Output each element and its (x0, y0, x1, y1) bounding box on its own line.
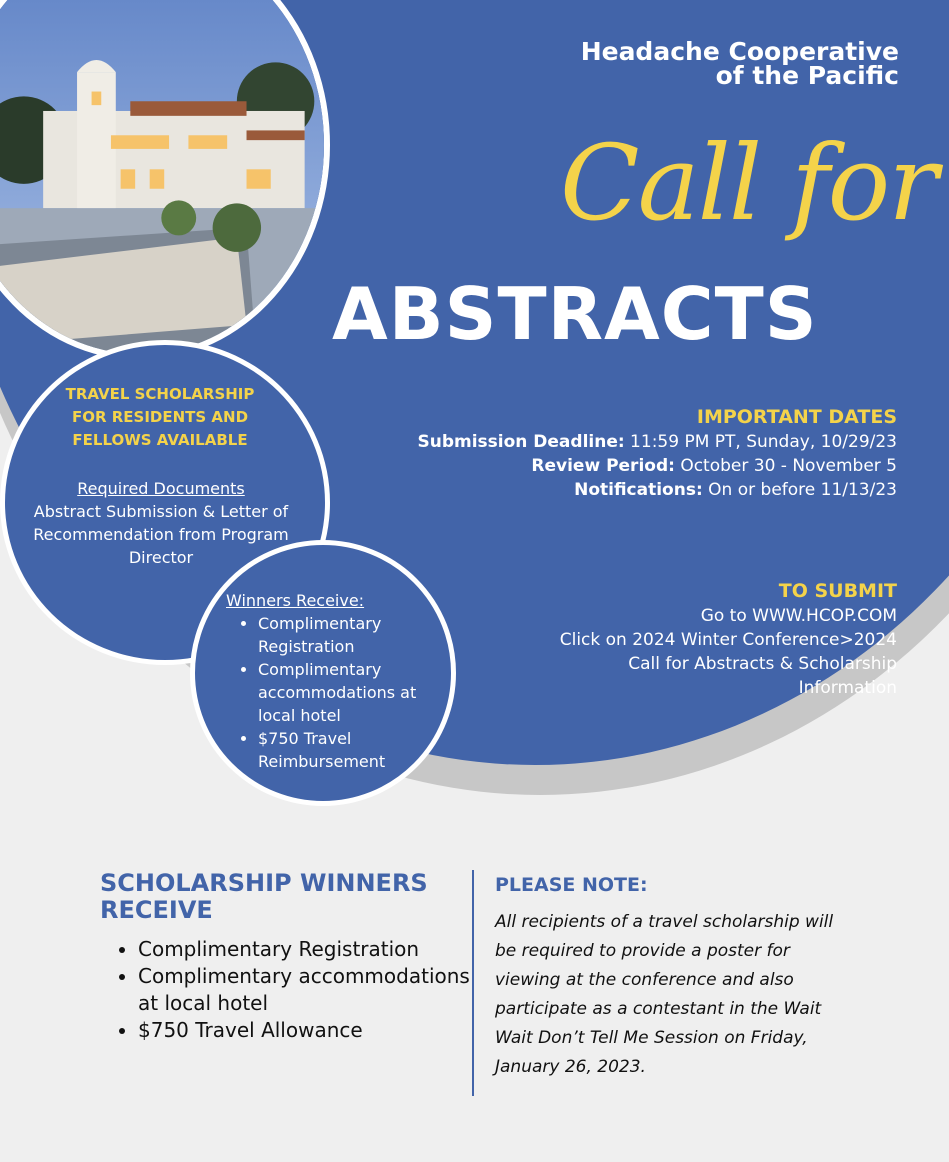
required-documents-text: Abstract Submission & Letter of Recommendation from Program Director (33, 502, 289, 567)
travel-title-line: FOR RESIDENTS AND (71, 408, 249, 426)
section-divider (472, 870, 474, 1096)
list-item: • $750 Travel Allowance (138, 1017, 470, 1044)
submit-line: Information (798, 678, 897, 698)
to-submit (457, 578, 897, 700)
date-row (337, 430, 897, 454)
submit-line: Call for Abstracts & Scholarship (628, 654, 897, 674)
list-item: • $750 Travel Reimbursement (258, 727, 446, 773)
travel-title-line: FELLOWS AVAILABLE (72, 431, 248, 449)
list-item: • Complimentary accommodations at local hotel (258, 658, 446, 727)
date-label: Submission Deadline: (417, 432, 625, 452)
important-dates (337, 404, 897, 502)
list-item: • Complimentary Registration (258, 612, 446, 658)
script-title: Call for (560, 122, 936, 244)
hotel-illustration (0, 0, 324, 354)
submit-line: Click on 2024 Winter Conference>2024 (559, 630, 897, 650)
scholarship-winners-heading: SCHOLARSHIP WINNERS RECEIVE (100, 869, 428, 924)
date-label: Review Period: (531, 456, 675, 476)
please-note-section (495, 872, 855, 1082)
required-documents-heading: Required Documents (77, 479, 245, 498)
travel-scholarship-title (40, 383, 280, 452)
date-label: Notifications: (574, 480, 703, 500)
scholarship-winners-section (100, 870, 470, 1044)
date-value: On or before 11/13/23 (702, 480, 897, 500)
required-documents (8, 477, 314, 569)
date-row (337, 478, 897, 502)
date-value: 11:59 PM PT, Sunday, 10/29/23 (624, 432, 897, 452)
date-value: October 30 - November 5 (674, 456, 897, 476)
travel-title-line: TRAVEL SCHOLARSHIP (65, 385, 255, 403)
scholarship-winners-list (100, 936, 470, 1044)
important-dates-heading: IMPORTANT DATES (696, 406, 897, 428)
hotel-photo (0, 0, 330, 360)
main-title: ABSTRACTS (332, 272, 818, 356)
please-note-heading: PLEASE NOTE: (495, 874, 648, 896)
date-row (337, 454, 897, 478)
winners-receive (226, 589, 446, 773)
to-submit-heading: TO SUBMIT (778, 580, 897, 602)
winners-list (226, 612, 446, 773)
org-line-1: Headache Cooperative (580, 37, 899, 66)
org-line-2: of the Pacific (715, 61, 899, 90)
submit-line: Go to WWW.HCOP.COM (700, 606, 897, 626)
list-item: • Complimentary accommodations at local hotel (138, 963, 470, 1017)
list-item: • Complimentary Registration (138, 936, 470, 963)
winners-heading: Winners Receive: (226, 591, 365, 610)
please-note-body: All recipients of a travel scholarship will be required to provide a poster for viewing at the conference and also participate as a contestant in the Wait Wait Don’t Tell Me Session on Friday, January 26, 2023. (495, 912, 834, 1077)
organization-name (499, 37, 899, 90)
